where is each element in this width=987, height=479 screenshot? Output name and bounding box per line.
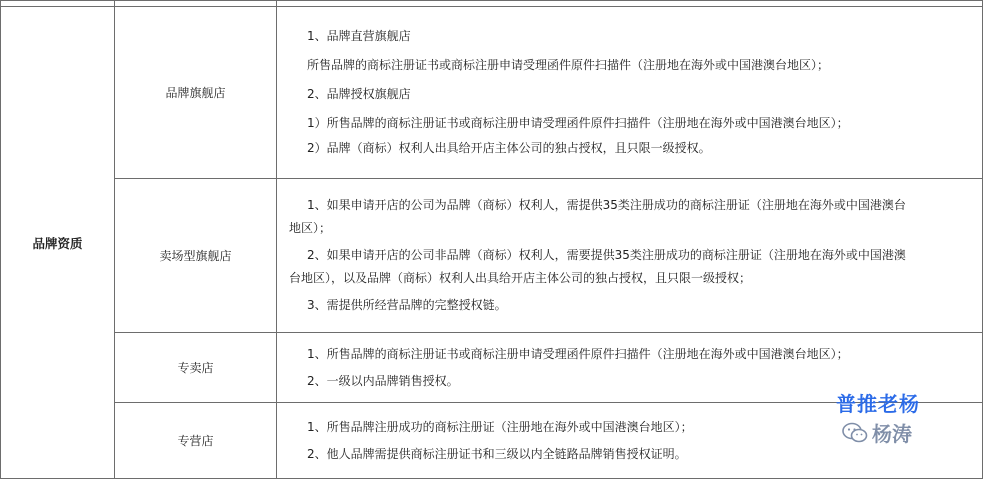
req-line: 2）品牌（商标）权利人出具给开店主体公司的独占授权，且只限一级授权。: [307, 141, 711, 155]
watermark-title: 普推老杨: [836, 392, 920, 416]
req-line: 所售品牌的商标注册证书或商标注册申请受理函件原件扫描件（注册地在海外或中国港澳台地区）；: [307, 58, 830, 72]
watermark-subtitle: 杨涛: [872, 422, 912, 446]
req-line: 1、如果申请开店的公司为品牌（商标）权利人，需提供35类注册成功的商标注册证（注册地在海外或中国港澳台: [307, 198, 906, 212]
req-line: 1、所售品牌注册成功的商标注册证（注册地在海外或中国港澳台地区）；: [307, 419, 693, 434]
req-line: 2、品牌授权旗舰店: [307, 87, 411, 101]
req-line: 台地区），以及品牌（商标）权利人出具给开店主体公司的独占授权，且只限一级授权；: [289, 271, 752, 285]
store-type-flagship: 品牌旗舰店: [115, 7, 277, 179]
requirements-flagship: [277, 7, 983, 179]
req-line: 1、所售品牌的商标注册证书或商标注册申请受理函件原件扫描件（注册地在海外或中国港澳台地区）；: [307, 346, 849, 361]
req-line: 地区）；: [289, 221, 332, 235]
watermark: [828, 388, 968, 458]
requirements-mall-flagship: [277, 179, 983, 333]
table-row-mall-flagship: [1, 179, 983, 333]
req-line: 1）所售品牌的商标注册证书或商标注册申请受理函件原件扫描件（注册地在海外或中国港澳台地区）；: [307, 116, 849, 130]
store-type-exclusive: 专卖店: [115, 333, 277, 403]
category-cell: 品牌资质: [1, 7, 115, 479]
req-line: 2、如果申请开店的公司非品牌（商标）权利人，需要提供35类注册成功的商标注册证（注册地在海外或中国港澳: [307, 248, 906, 262]
table-row-flagship: [1, 7, 983, 179]
wechat-icon: [842, 422, 868, 444]
req-line: 1、品牌直营旗舰店: [307, 29, 411, 43]
req-line: 2、他人品牌需提供商标注册证书和三级以内全链路品牌销售授权证明。: [307, 446, 687, 461]
store-type-franchise: 专营店: [115, 403, 277, 479]
store-type-mall-flagship: 卖场型旗舰店: [115, 179, 277, 333]
req-line: 3、需提供所经营品牌的完整授权链。: [307, 298, 507, 312]
req-line: 2、一级以内品牌销售授权。: [307, 373, 459, 388]
